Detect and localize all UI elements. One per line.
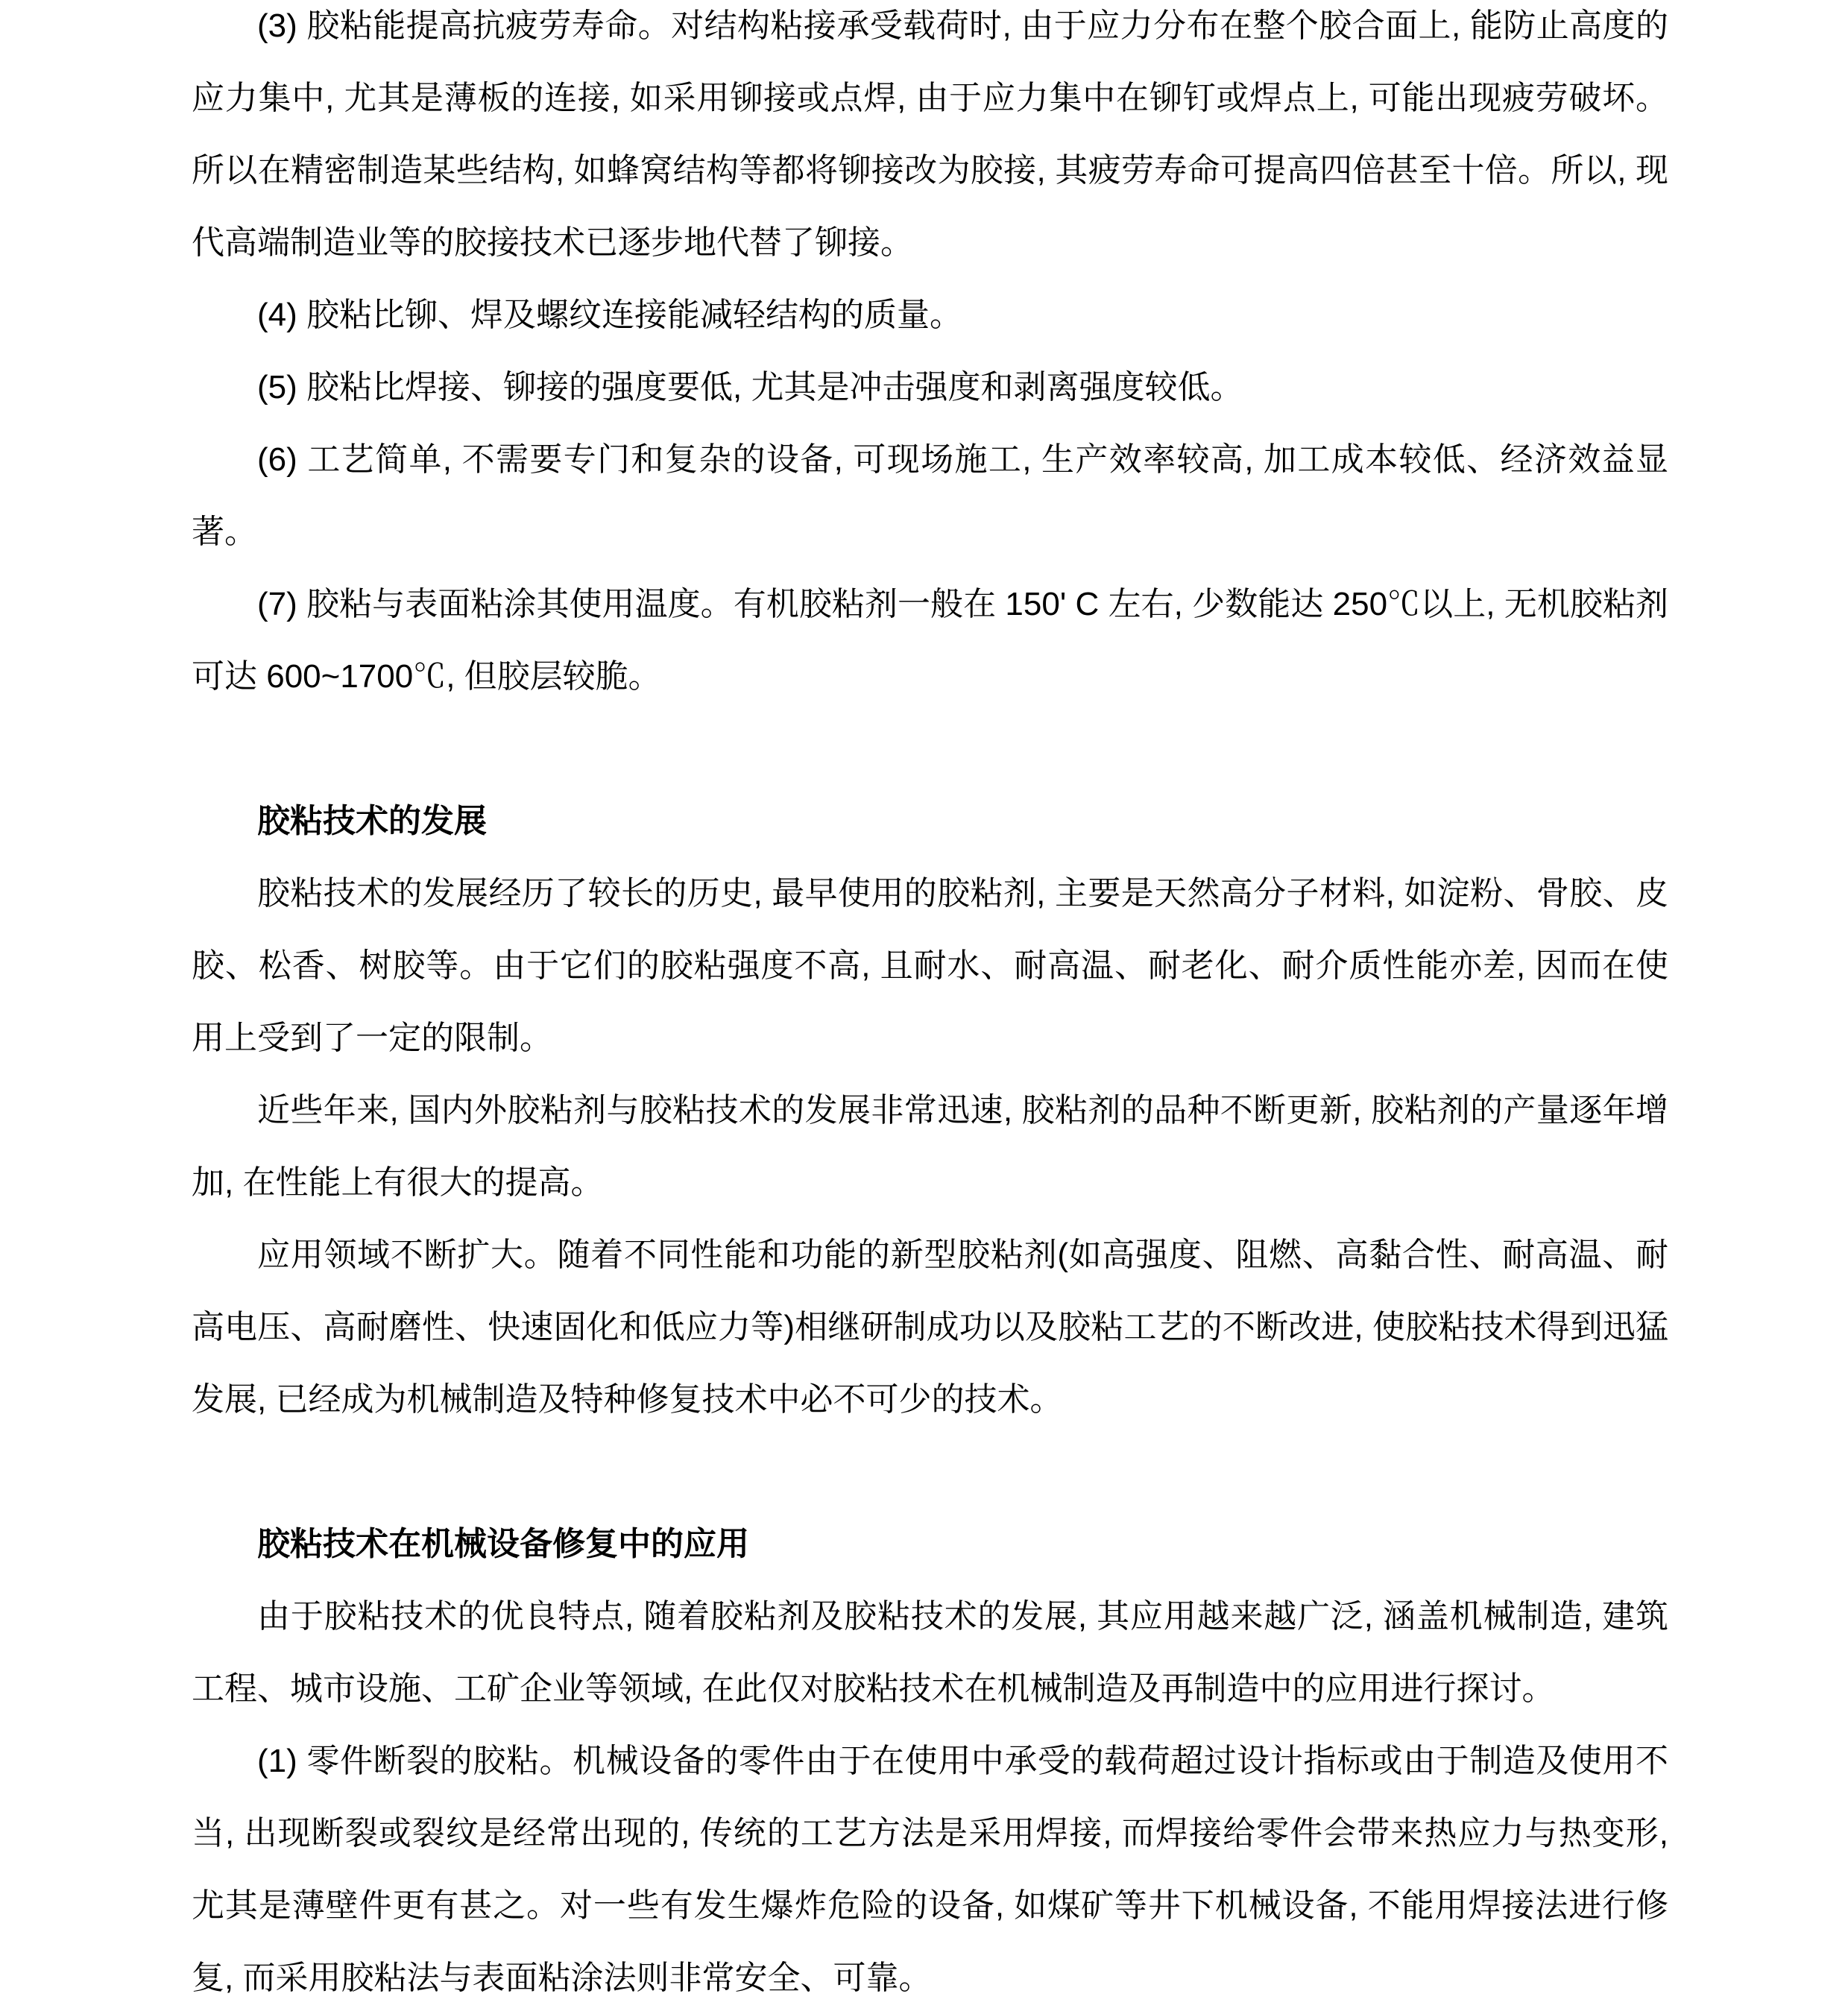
paragraph: (6) 工艺简单, 不需要专门和复杂的设备, 可现场施工, 生产效率较高, 加工成本较低、经济效益显著。 xyxy=(192,441,1668,550)
blank-line xyxy=(192,713,1668,785)
paragraph: 近些年来, 国内外胶粘剂与胶粘技术的发展非常迅速, 胶粘剂的品种不断更新, 胶粘剂的产量逐年增加, 在性能上有很大的提高。 xyxy=(192,1092,1668,1201)
paragraph: 胶粘技术的发展经历了较长的历史, 最早使用的胶粘剂, 主要是天然高分子材料, 如淀粉、骨胶、皮胶、松香、树胶等。由于它们的胶粘强度不高, 且耐水、耐高温、耐老化、耐介质性能亦差, 因而在使用上受到了一定的限制。 xyxy=(192,875,1668,1056)
paragraph: (1) 零件断裂的胶粘。机械设备的零件由于在使用中承受的载荷超过设计指标或由于制造及使用不当, 出现断裂或裂纹是经常出现的, 传统的工艺方法是采用焊接, 而焊接给零件会带来热应力与热变形, 尤其是薄壁件更有甚之。对一些有发生爆炸危险的设备, 如煤矿等井下机械设备, 不能用焊接法进行修复, 而采用胶粘法与表面粘涂法则非常安全、可靠。 xyxy=(192,1743,1668,1996)
paragraph: (5) 胶粘比焊接、铆接的强度要低, 尤其是冲击强度和剥离强度较低。 xyxy=(257,369,1243,405)
paragraph: (4) 胶粘比铆、焊及螺纹连接能减轻结构的质量。 xyxy=(257,297,962,333)
section-heading: 胶粘技术在机械设备修复中的应用 xyxy=(257,1526,749,1562)
paragraph: 应用领域不断扩大。随着不同性能和功能的新型胶粘剂(如高强度、阻燃、高黏合性、耐高温、耐高电压、高耐磨性、快速固化和低应力等)相继研制成功以及胶粘工艺的不断改进, 使胶粘技术得到迅猛发展, 已经成为机械制造及特种修复技术中必不可少的技术。 xyxy=(192,1237,1668,1418)
blank-line xyxy=(192,1436,1668,1508)
section-heading: 胶粘技术的发展 xyxy=(257,803,487,839)
paragraph: 由于胶粘技术的优良特点, 随着胶粘剂及胶粘技术的发展, 其应用越来越广泛, 涵盖机械制造, 建筑工程、城市设施、工矿企业等领域, 在此仅对胶粘技术在机械制造及再制造中的应用进行探讨。 xyxy=(192,1598,1668,1707)
paragraph: (3) 胶粘能提高抗疲劳寿命。对结构粘接承受载荷时, 由于应力分布在整个胶合面上, 能防止高度的应力集中, 尤其是薄板的连接, 如采用铆接或点焊, 由于应力集中在铆钉或焊点上, 可能出现疲劳破坏。所以在精密制造某些结构, 如蜂窝结构等都将铆接改为胶接, 其疲劳寿命可提高四倍甚至十倍。所以, 现代高端制造业等的胶接技术已逐步地代替了铆接。 xyxy=(192,7,1668,261)
document-body xyxy=(192,0,1668,2014)
paragraph: (7) 胶粘与表面粘涂其使用温度。有机胶粘剂一般在 150' C 左右, 少数能达 250℃以上, 无机胶粘剂可达 600~1700℃, 但胶层较脆。 xyxy=(192,586,1668,695)
